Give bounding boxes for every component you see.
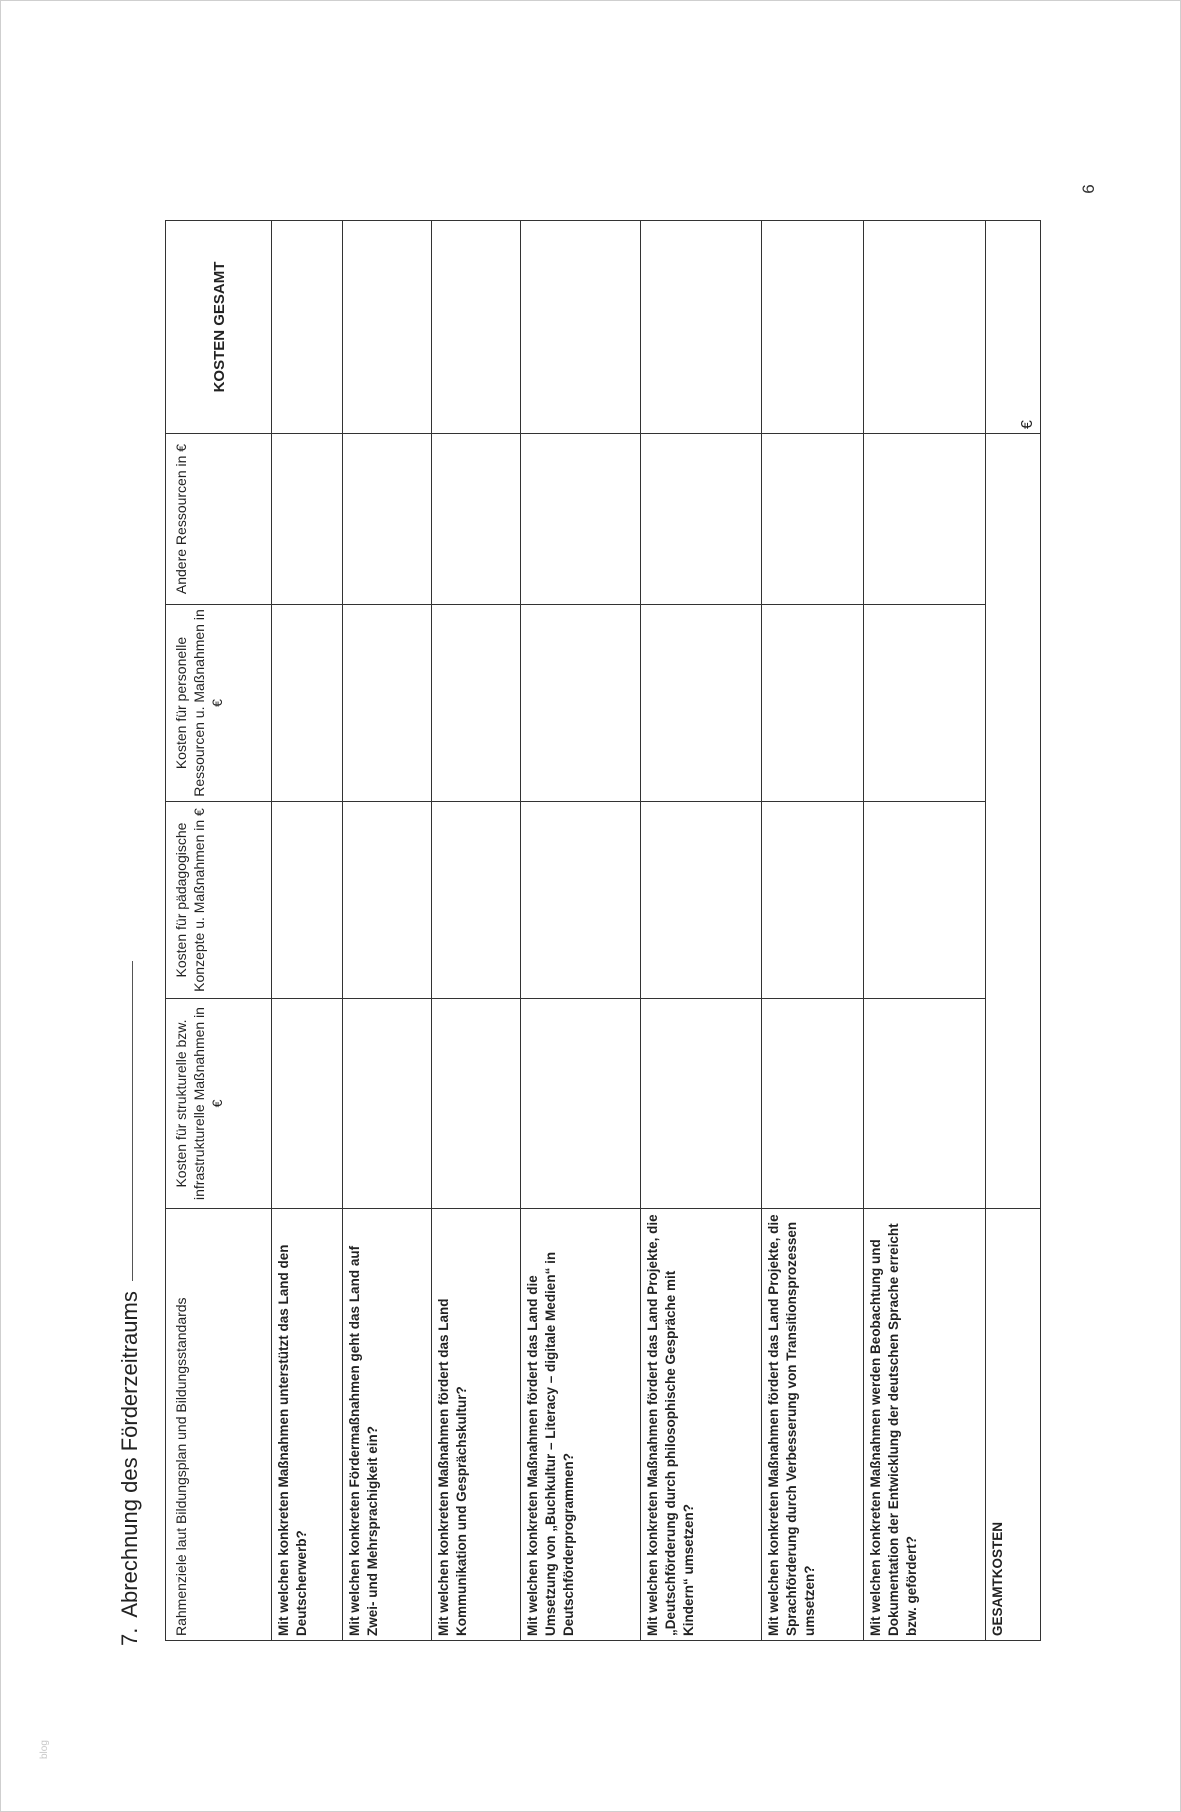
cell-strukturelle[interactable] <box>342 999 431 1209</box>
cell-strukturelle[interactable] <box>432 999 520 1209</box>
cell-andere[interactable] <box>271 434 342 605</box>
cell-personelle[interactable] <box>640 605 762 802</box>
cell-personelle[interactable] <box>432 605 520 802</box>
header-strukturelle: Kosten für strukturelle bzw. infrastrukturelle Maßnahmen in € <box>166 999 272 1209</box>
table-row <box>271 221 342 1641</box>
table-row <box>342 221 431 1641</box>
total-blank <box>986 434 1041 1209</box>
cell-strukturelle[interactable] <box>762 999 864 1209</box>
header-personelle: Kosten für personelle Ressourcen u. Maßnahmen in € <box>166 605 272 802</box>
cell-paedagogische[interactable] <box>640 802 762 999</box>
cell-gesamt[interactable] <box>271 221 342 434</box>
row-question: Mit welchen konkreten Maßnahmen fördert das Land Projekte, die „Deutschförderung durch philosophische Gespräche mit Kindern“ umsetzen? <box>640 1209 762 1641</box>
cell-personelle[interactable] <box>762 605 864 802</box>
cell-gesamt[interactable] <box>432 221 520 434</box>
row-question: Mit welchen konkreten Maßnahmen werden Beobachtung und Dokumentation der Entwicklung der deutschen Sprache erreicht bzw. gefördert? <box>864 1209 986 1641</box>
cell-gesamt[interactable] <box>640 221 762 434</box>
header-rahmenziele: Rahmenziele laut Bildungsplan und Bildungsstandards <box>166 1209 272 1641</box>
cell-paedagogische[interactable] <box>864 802 986 999</box>
total-value[interactable]: € <box>986 221 1041 434</box>
cost-table <box>165 220 1041 1641</box>
table-header-row <box>166 221 272 1641</box>
cell-gesamt[interactable] <box>342 221 431 434</box>
header-andere: Andere Ressourcen in € <box>166 434 272 605</box>
table-row <box>432 221 520 1641</box>
cell-paedagogische[interactable] <box>342 802 431 999</box>
title-underline <box>131 961 133 1281</box>
cell-gesamt[interactable] <box>864 221 986 434</box>
cell-andere[interactable] <box>864 434 986 605</box>
cell-gesamt[interactable] <box>762 221 864 434</box>
header-kosten-gesamt: KOSTEN GESAMT <box>166 221 272 434</box>
row-question: Mit welchen konkreten Fördermaßnahmen geht das Land auf Zwei- und Mehrsprachigkeit ein? <box>342 1209 431 1641</box>
cell-strukturelle[interactable] <box>271 999 342 1209</box>
total-label: GESAMTKOSTEN <box>986 1209 1041 1641</box>
total-row <box>986 221 1041 1641</box>
cell-andere[interactable] <box>520 434 640 605</box>
table-row <box>640 221 762 1641</box>
cell-personelle[interactable] <box>520 605 640 802</box>
row-question: Mit welchen konkreten Maßnahmen fördert das Land die Umsetzung von „Buchkultur – Literacy – digitale Medien“ in Deutschförderprogrammen? <box>520 1209 640 1641</box>
row-question: Mit welchen konkreten Maßnahmen fördert das Land Projekte, die Sprachförderung durch Verbesserung von Transitionsprozessen umsetzen? <box>762 1209 864 1641</box>
cell-strukturelle[interactable] <box>864 999 986 1209</box>
cell-personelle[interactable] <box>342 605 431 802</box>
section-title-text: Abrechnung des Förderzeitraums <box>117 1291 142 1618</box>
table-row <box>762 221 864 1641</box>
page-number: 9 <box>1078 184 1098 194</box>
rotated-content <box>117 221 1047 1646</box>
cell-paedagogische[interactable] <box>762 802 864 999</box>
watermark: blog <box>39 1740 50 1759</box>
table-row <box>520 221 640 1641</box>
cell-paedagogische[interactable] <box>271 802 342 999</box>
cell-personelle[interactable] <box>864 605 986 802</box>
table-row <box>864 221 986 1641</box>
cell-strukturelle[interactable] <box>640 999 762 1209</box>
cell-andere[interactable] <box>342 434 431 605</box>
row-question: Mit welchen konkreten Maßnahmen fördert das Land Kommunikation und Gesprächskultur? <box>432 1209 520 1641</box>
cell-andere[interactable] <box>432 434 520 605</box>
header-paedagogische: Kosten für pädagogische Konzepte u. Maßnahmen in € <box>166 802 272 999</box>
row-question: Mit welchen konkreten Maßnahmen unterstützt das Land den Deutscherwerb? <box>271 1209 342 1641</box>
cell-paedagogische[interactable] <box>432 802 520 999</box>
cell-paedagogische[interactable] <box>520 802 640 999</box>
cell-strukturelle[interactable] <box>520 999 640 1209</box>
cell-personelle[interactable] <box>271 605 342 802</box>
section-title <box>117 221 165 1646</box>
cell-andere[interactable] <box>762 434 864 605</box>
cell-andere[interactable] <box>640 434 762 605</box>
section-number: 7. <box>117 1627 142 1646</box>
cell-gesamt[interactable] <box>520 221 640 434</box>
